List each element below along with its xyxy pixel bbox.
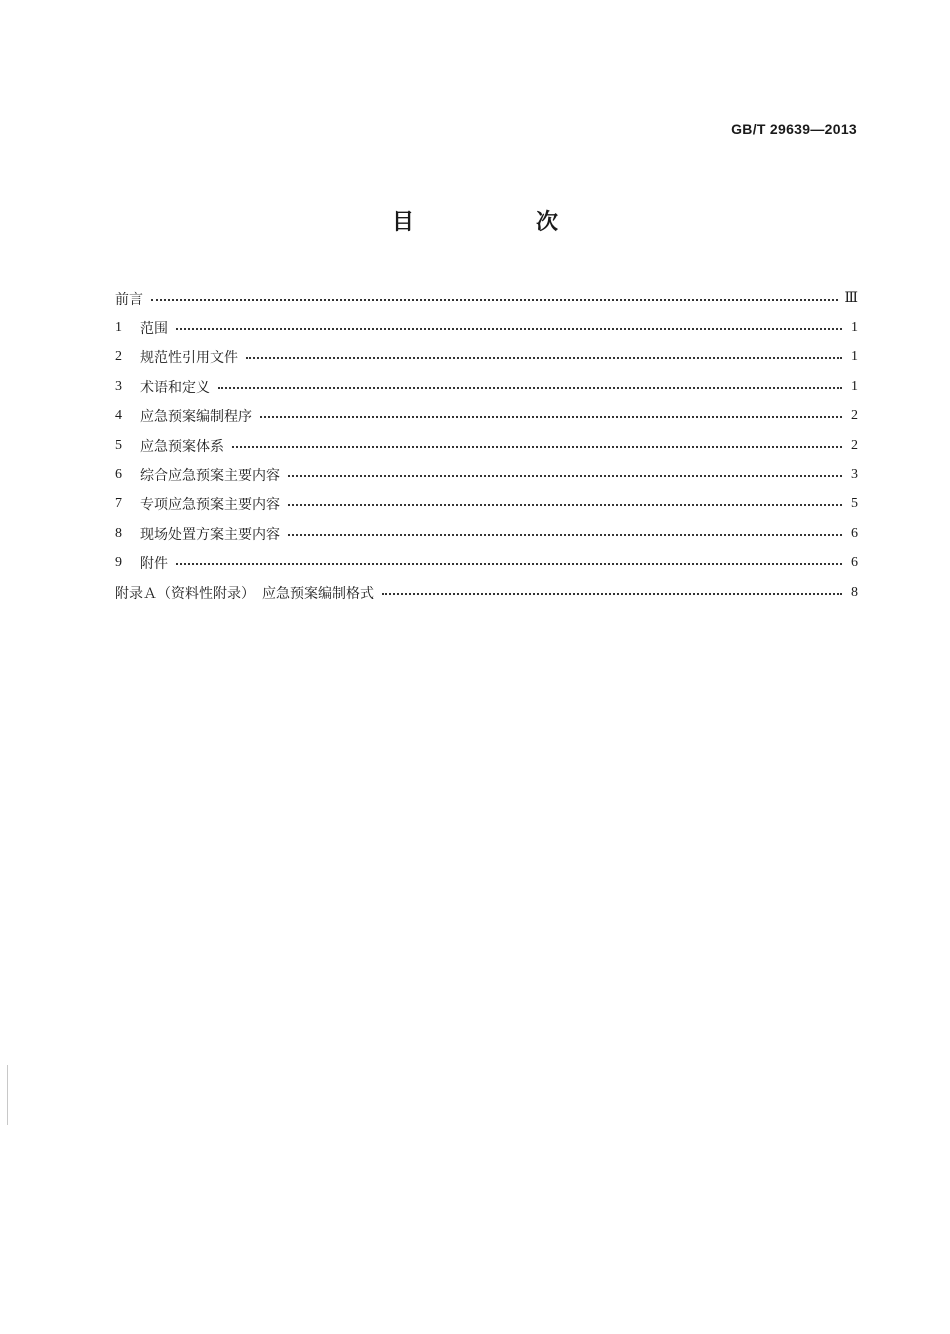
toc-entry-label: 术语和定义: [140, 379, 210, 396]
toc-entry-page: 6: [851, 555, 858, 571]
toc-entry-number: 8: [115, 525, 122, 541]
standard-code: GB/T 29639—2013: [731, 121, 857, 137]
toc-leader-dots: [288, 534, 842, 536]
toc-entry-number: 7: [115, 496, 122, 512]
toc-entry-page: 5: [851, 496, 858, 512]
toc-entry-page: 1: [851, 320, 858, 336]
toc-entry-number: 1: [115, 320, 122, 336]
toc-leader-dots: [288, 475, 842, 477]
toc-entry-label: 综合应急预案主要内容: [140, 468, 280, 485]
toc-entry-page: 8: [851, 584, 858, 600]
toc-entry-page: 2: [851, 408, 858, 424]
toc-entry-number: 6: [115, 467, 122, 483]
toc-entry-9[interactable]: [115, 549, 858, 578]
toc-entry-number: 4: [115, 408, 122, 424]
toc-leader-dots: [260, 416, 842, 418]
toc-entry-4[interactable]: [115, 402, 858, 431]
toc-entry-foreword[interactable]: [115, 284, 858, 313]
toc-leader-dots: [151, 299, 838, 301]
toc-entry-label: 规范性引用文件: [140, 350, 238, 367]
toc-entry-6[interactable]: [115, 460, 858, 489]
toc-entry-8[interactable]: [115, 519, 858, 548]
toc-leader-dots: [288, 504, 842, 506]
toc-entry-1[interactable]: [115, 313, 858, 342]
toc-entry-page: 1: [851, 378, 858, 394]
toc-entry-number: 3: [115, 378, 122, 394]
toc-entry-appendix-a[interactable]: [115, 578, 858, 607]
toc-entry-3[interactable]: [115, 372, 858, 401]
toc-leader-dots: [176, 328, 842, 330]
page-title: 目 次: [391, 210, 608, 235]
toc-entry-label: 应急预案体系: [140, 438, 224, 455]
toc-entry-page: 3: [851, 467, 858, 483]
toc-entry-page: 1: [851, 349, 858, 365]
toc-leader-dots: [382, 593, 842, 595]
toc-entry-label: 现场处置方案主要内容: [140, 526, 280, 543]
toc-leader-dots: [232, 446, 842, 448]
toc-leader-dots: [218, 387, 842, 389]
toc-entry-number: 2: [115, 349, 122, 365]
toc-entry-2[interactable]: [115, 343, 858, 372]
toc-entry-number: 9: [115, 555, 122, 571]
toc-entry-7[interactable]: [115, 490, 858, 519]
toc-entry-label: 专项应急预案主要内容: [140, 497, 280, 514]
toc-leader-dots: [176, 563, 842, 565]
scan-margin-line: [7, 1065, 8, 1125]
toc-entry-label: 前言: [115, 291, 143, 308]
table-of-contents: [115, 284, 858, 607]
toc-entry-label: 附件: [140, 556, 168, 573]
toc-entry-number: 5: [115, 437, 122, 453]
toc-entry-label: 应急预案编制程序: [140, 409, 252, 426]
toc-entry-5[interactable]: [115, 431, 858, 460]
toc-leader-dots: [246, 357, 842, 359]
toc-entry-label: 附录Ａ（资料性附录） 应急预案编制格式: [115, 585, 374, 602]
toc-entry-page: 6: [851, 525, 858, 541]
toc-entry-label: 范围: [140, 321, 168, 338]
toc-entry-page: 2: [851, 437, 858, 453]
toc-entry-page: Ⅲ: [844, 291, 858, 307]
